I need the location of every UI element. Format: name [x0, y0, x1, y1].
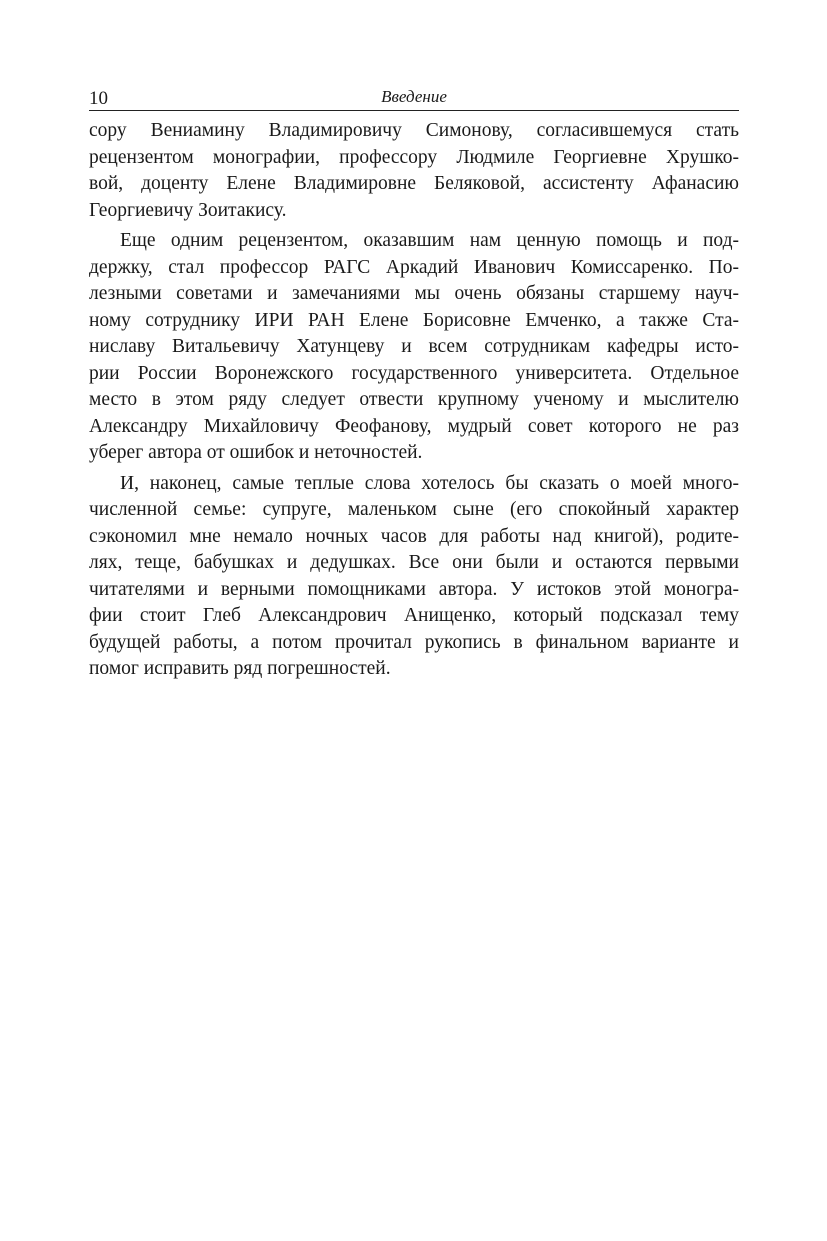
- running-title: Введение: [381, 87, 447, 106]
- text-line: место в этом ряду следует отвести крупному ученому и мыслителю: [89, 389, 739, 410]
- text-line: уберег автора от ошибок и неточностей.: [89, 442, 423, 463]
- text-line: рецензентом монографии, профессору Людмиле Георгиевне Хрушко-: [89, 146, 739, 168]
- text-line: ному сотруднику ИРИ РАН Елене Борисовне Емченко, а также Ста-: [89, 309, 739, 331]
- text-line: Александру Михайловичу Феофанову, мудрый совет которого не раз: [89, 415, 739, 437]
- text-line: Георгиевичу Зоитакису.: [89, 199, 287, 221]
- text-line: сору Вениамину Владимировичу Симонову, согласившемуся стать: [89, 120, 739, 141]
- body-text: [89, 118, 739, 683]
- text-line: помог исправить ряд погрешностей.: [89, 658, 391, 679]
- paragraph-2: [89, 228, 739, 467]
- text-line: рии России Воронежского государственного университета. Отдельное: [89, 362, 739, 384]
- text-line: лях, теще, бабушках и дедушках. Все они были и остаются первыми: [89, 552, 739, 573]
- text-line: держку, стал профессор РАГС Аркадий Иванович Комиссаренко. По-: [89, 256, 739, 278]
- text-line: И, наконец, самые теплые слова хотелось бы сказать о моей много-: [120, 472, 739, 494]
- text-line: фии стоит Глеб Александрович Анищенко, который подсказал тему: [89, 605, 739, 626]
- book-page: [89, 84, 739, 683]
- text-line: сэкономил мне немало ночных часов для работы над книгой), родите-: [89, 525, 739, 547]
- running-head: [89, 84, 739, 111]
- text-line: вой, доценту Елене Владимировне Беляковой, ассистенту Афанасию: [89, 173, 739, 194]
- page-number: 10: [89, 88, 108, 109]
- text-line: ниславу Витальевичу Хатунцеву и всем сотрудникам кафедры исто-: [89, 336, 739, 357]
- text-line: Еще одним рецензентом, оказавшим нам ценную помощь и под-: [120, 230, 739, 251]
- text-line: будущей работы, а потом прочитал рукопись в финальном варианте и: [89, 631, 739, 653]
- paragraph-1: [89, 118, 739, 224]
- paragraph-3: [89, 471, 739, 683]
- text-line: лезными советами и замечаниями мы очень обязаны старшему науч-: [89, 283, 739, 304]
- text-line: читателями и верными помощниками автора. У истоков этой моногра-: [89, 578, 739, 600]
- text-line: численной семье: супруге, маленьком сыне (его спокойный характер: [89, 499, 739, 520]
